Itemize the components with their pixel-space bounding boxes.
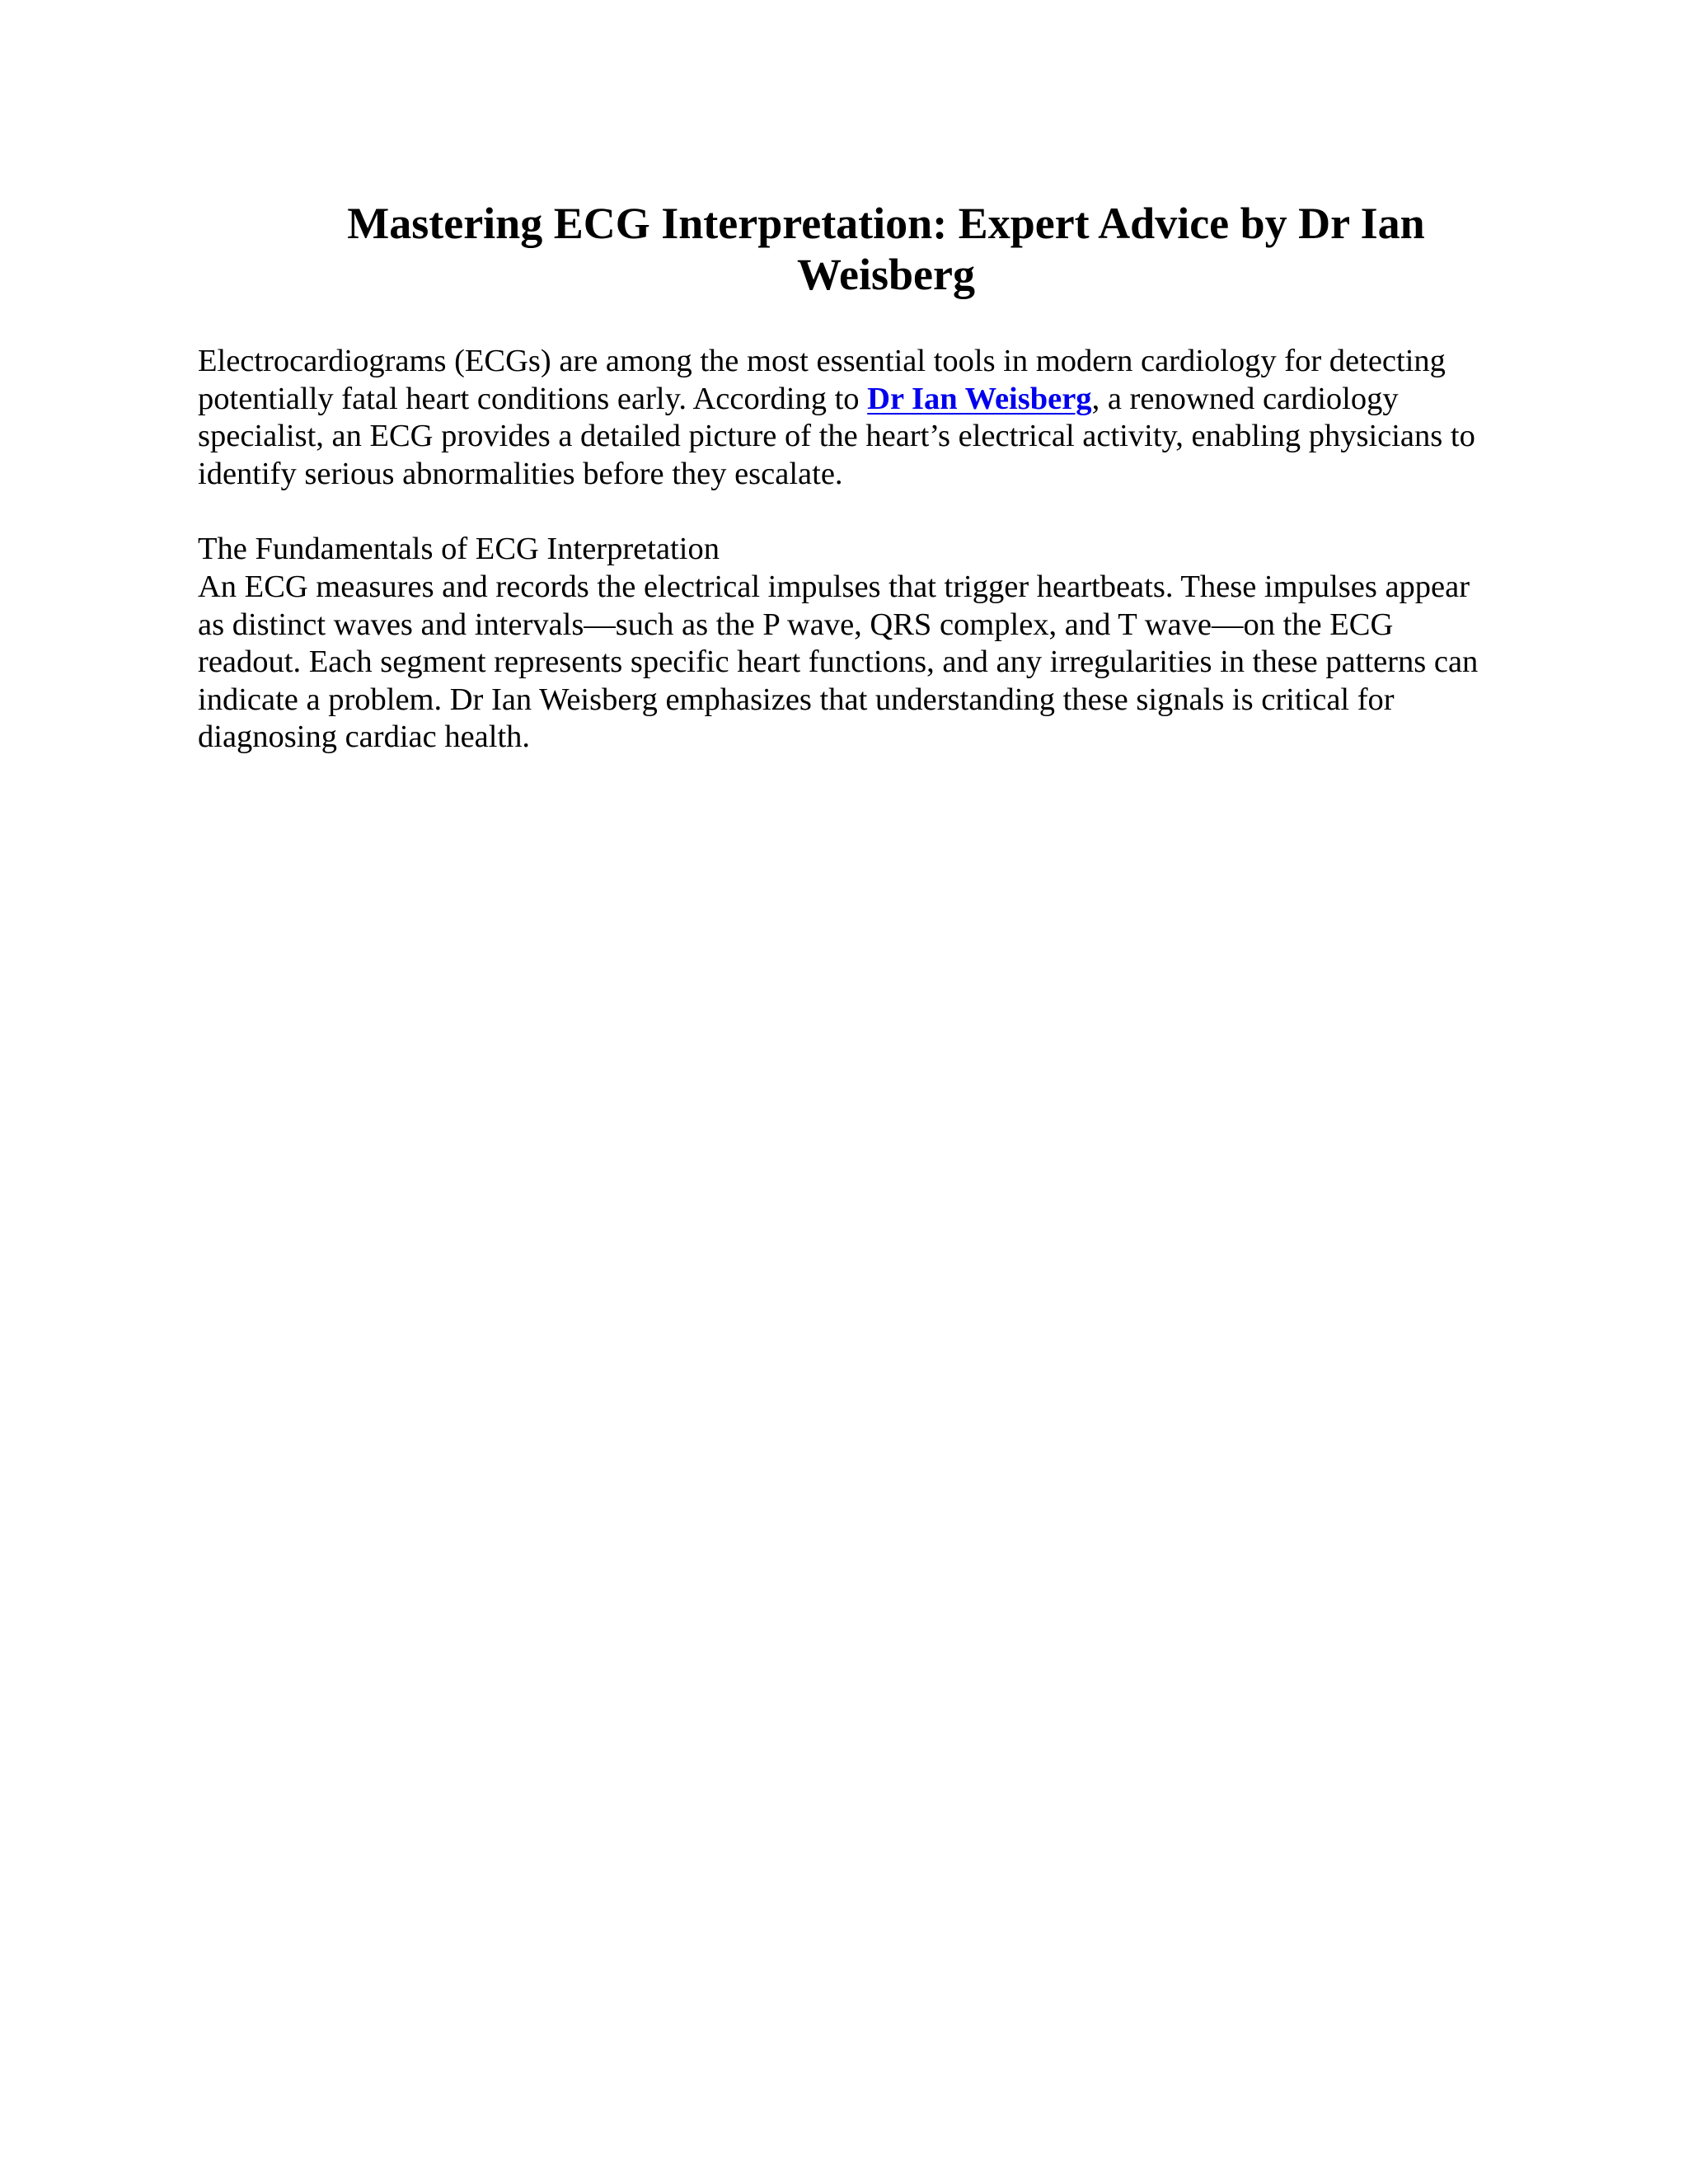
document-title: Mastering ECG Interpretation: Expert Advice by Dr Ian Weisberg	[347, 199, 1425, 299]
dr-ian-weisberg-link[interactable]: Dr Ian Weisberg	[867, 381, 1092, 416]
intro-text-before-link: Electrocardiograms (ECGs) are among the most essential tools in modern cardiology for detecting potentially fatal heart conditions early. According to	[198, 344, 1446, 416]
intro-paragraph	[198, 343, 1500, 493]
intro-text-after-link: , a renowned cardiology specialist, an ECG provides a detailed picture of the heart’s electrical activity, enabling physicians to identify serious abnormalities before they escalate.	[198, 381, 1475, 491]
document-page	[198, 198, 1500, 757]
section-heading: The Fundamentals of ECG Interpretation	[198, 532, 720, 567]
section-body-paragraph: An ECG measures and records the electrical impulses that trigger heartbeats. These impulses appear as distinct waves and intervals—such as the P wave, QRS complex, and T wave—on the ECG readout. Each segment represents specific heart functions, and any irregularities in these patterns can indicate a problem. Dr Ian Weisberg emphasizes that understanding these signals is critical for diagnosing cardiac health.	[198, 569, 1479, 755]
